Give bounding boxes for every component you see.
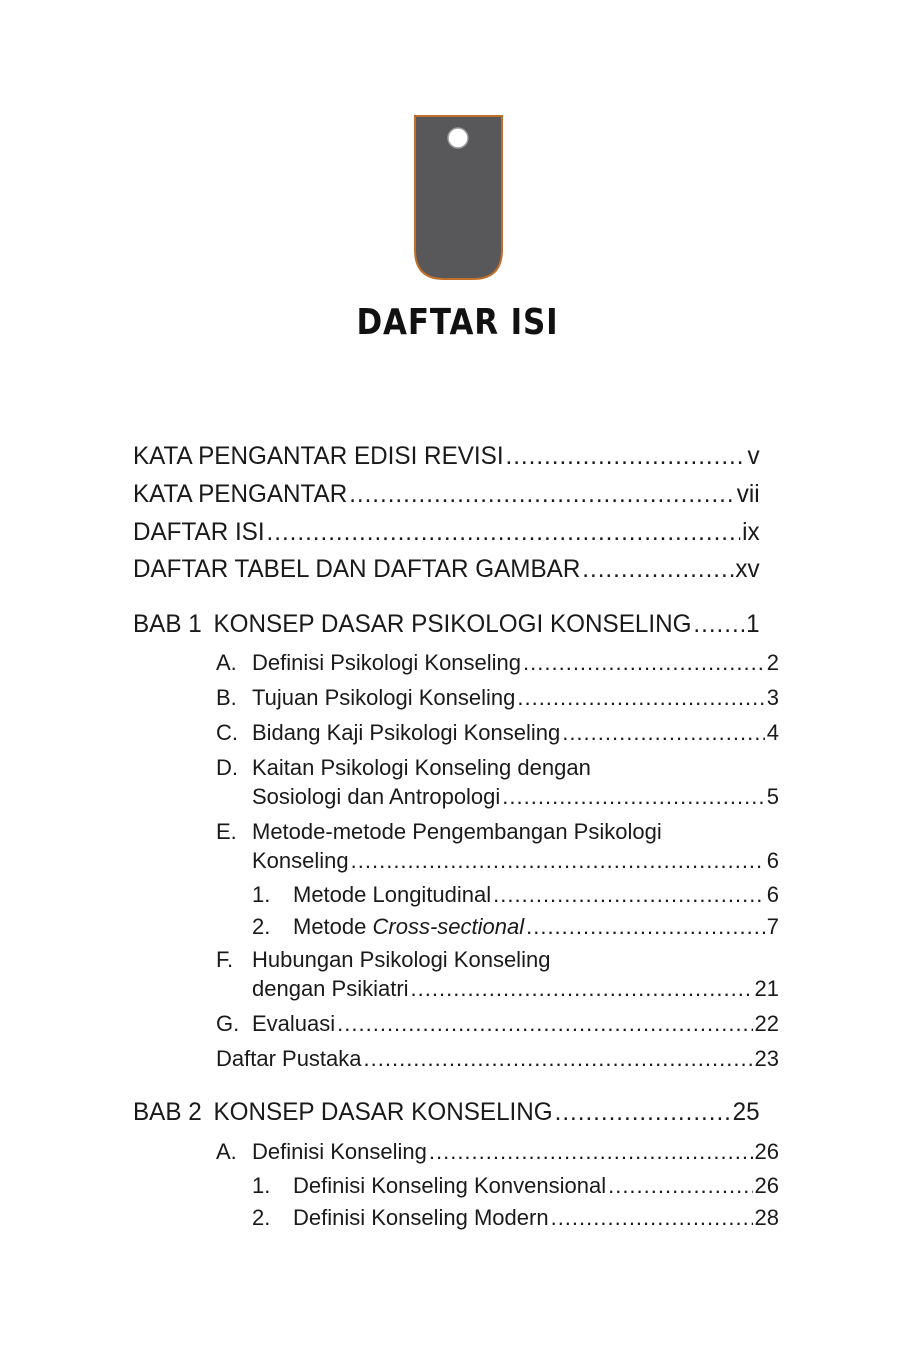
toc-subsection[interactable] (252, 882, 779, 916)
toc-section-first-line[interactable] (216, 819, 662, 845)
toc-section-first-line[interactable] (216, 947, 550, 973)
toc-section[interactable] (216, 650, 779, 684)
toc-subsection[interactable] (252, 1205, 779, 1239)
dot-leader (523, 650, 765, 676)
toc-section[interactable] (216, 685, 779, 719)
toc-entry-page: 28 (754, 1205, 779, 1230)
toc-subsection[interactable] (252, 1173, 779, 1207)
dot-leader (506, 442, 746, 471)
subsection-title: Metode Longitudinal (293, 882, 492, 907)
toc-entry[interactable] (133, 480, 760, 514)
subsection-number: 2. (252, 914, 271, 939)
section-title: Definisi Psikologi Konseling (252, 650, 522, 675)
dot-leader (351, 848, 765, 874)
chapter-title: KONSEP DASAR PSIKOLOGI KONSELING (213, 610, 692, 638)
section-title-line1: Metode-metode Pengembangan Psikologi (252, 819, 662, 844)
toc-section[interactable] (252, 848, 779, 882)
toc-entry[interactable] (133, 518, 760, 552)
dot-leader (608, 1173, 752, 1199)
toc-entry-page: 7 (766, 914, 779, 939)
subsection-number: 1. (252, 882, 271, 907)
dot-leader (364, 1046, 753, 1072)
toc-entry-page: 6 (766, 848, 779, 873)
toc-chapter-2[interactable] (133, 1098, 760, 1132)
section-title: Definisi Konseling (252, 1139, 427, 1164)
dot-leader (555, 1098, 731, 1127)
chapter-label: BAB 1 (133, 610, 202, 638)
subsection-title-plain: Metode (293, 914, 373, 939)
section-title-line1: Kaitan Psikologi Konseling dengan (252, 755, 591, 780)
page-title: DAFTAR ISI (356, 302, 559, 343)
toc-entry-page: vii (736, 480, 760, 508)
section-title: Bidang Kaji Psikologi Konseling (252, 720, 561, 745)
toc-entry-page: 2 (766, 650, 779, 675)
dot-leader (693, 610, 744, 639)
dot-leader (337, 1011, 752, 1037)
toc-entry-page: 3 (766, 685, 779, 710)
toc-entry-text: DAFTAR TABEL DAN DAFTAR GAMBAR (133, 555, 581, 583)
dot-leader (267, 518, 741, 547)
toc-entry-text: KATA PENGANTAR (133, 480, 348, 508)
dot-leader (582, 555, 733, 584)
chapter-label: BAB 2 (133, 1098, 202, 1126)
toc-subsection[interactable] (252, 914, 779, 948)
section-number: D. (216, 755, 238, 780)
toc-entry-page: 25 (732, 1098, 760, 1126)
section-title: dengan Psikiatri (252, 976, 409, 1001)
toc-section[interactable] (216, 1011, 779, 1045)
toc-chapter-1[interactable] (133, 610, 760, 644)
dot-leader (551, 1205, 753, 1231)
toc-bibliography[interactable] (216, 1046, 779, 1080)
toc-entry-page: 26 (754, 1139, 779, 1164)
dot-leader (411, 976, 753, 1002)
toc-entry-text: DAFTAR ISI (133, 518, 265, 546)
dot-leader (562, 720, 765, 746)
toc-entry-page: 4 (766, 720, 779, 745)
section-number: E. (216, 819, 237, 844)
section-title: Konseling (252, 848, 349, 873)
toc-section[interactable] (252, 784, 779, 818)
toc-entry[interactable] (133, 555, 760, 589)
section-number: G. (216, 1011, 240, 1036)
toc-entry-page: 5 (766, 784, 779, 809)
toc-entry-page: 6 (766, 882, 779, 907)
toc-entry-text: KATA PENGANTAR EDISI REVISI (133, 442, 504, 470)
toc-entry-page: 26 (754, 1173, 779, 1198)
section-number: A. (216, 1139, 237, 1164)
dot-leader (517, 685, 764, 711)
toc-entry-page: 22 (754, 1011, 779, 1036)
toc-entry-page: ix (742, 518, 760, 546)
toc-entry-page: v (747, 442, 760, 470)
section-title: Tujuan Psikologi Konseling (252, 685, 516, 710)
toc-section[interactable] (252, 976, 779, 1010)
dot-leader (429, 1139, 753, 1165)
chapter-title: KONSEP DASAR KONSELING (213, 1098, 553, 1126)
section-number: B. (216, 685, 237, 710)
dot-leader (349, 480, 735, 509)
section-number: C. (216, 720, 238, 745)
toc-section[interactable] (216, 720, 779, 754)
toc-entry-page: 1 (746, 610, 760, 638)
subsection-title: Definisi Konseling Modern (293, 1205, 549, 1230)
section-title: Sosiologi dan Antropologi (252, 784, 501, 809)
section-number: A. (216, 650, 237, 675)
subsection-number: 1. (252, 1173, 271, 1198)
section-number: F. (216, 947, 234, 972)
subsection-title-italic: Cross-sectional (372, 914, 525, 939)
subsection-title: Definisi Konseling Konvensional (293, 1173, 607, 1198)
section-title: Evaluasi (252, 1011, 336, 1036)
subsection-title (293, 914, 524, 940)
dot-leader (526, 914, 765, 940)
toc-section-first-line[interactable] (216, 755, 591, 781)
dot-leader (502, 784, 764, 810)
subsection-number: 2. (252, 1205, 271, 1230)
toc-section[interactable] (216, 1139, 779, 1173)
toc-entry-page: xv (735, 555, 760, 583)
section-title: Daftar Pustaka (216, 1046, 362, 1071)
toc-entry-page: 23 (754, 1046, 779, 1071)
dot-leader (493, 882, 765, 908)
section-title-line1: Hubungan Psikologi Konseling (252, 947, 551, 972)
toc-entry[interactable] (133, 442, 760, 476)
toc-entry-page: 21 (754, 976, 779, 1001)
